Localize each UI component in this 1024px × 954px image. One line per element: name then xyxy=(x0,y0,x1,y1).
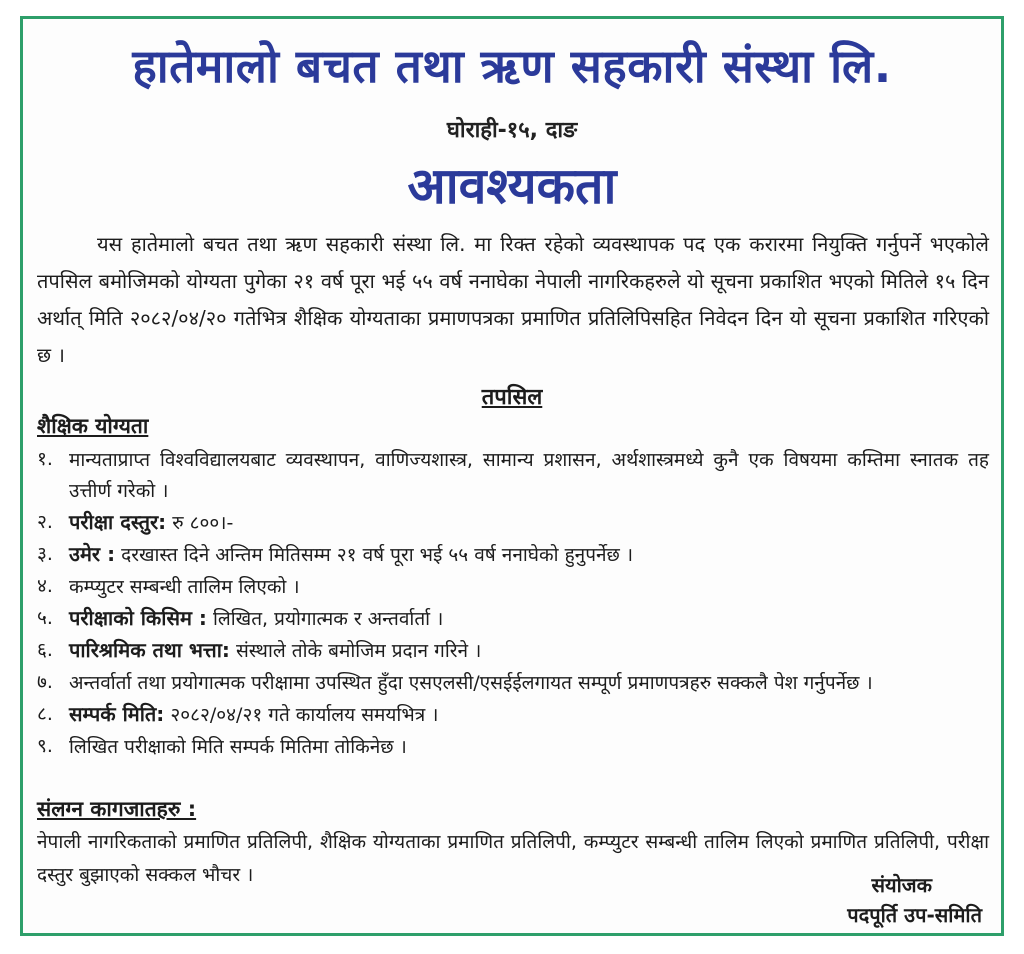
requirement-text: लिखित, प्रयोगात्मक र अन्तर्वार्ता । xyxy=(212,608,444,630)
requirement-item xyxy=(37,444,989,507)
requirement-text: रु ८००।- xyxy=(172,512,234,534)
requirement-item xyxy=(37,635,989,667)
requirement-label: सम्पर्क मिति: xyxy=(69,702,165,726)
attachments-text: नेपाली नागरिकताको प्रमाणित प्रतिलिपी, शैक्षिक योग्यताका प्रमाणित प्रतिलिपी, कम्प्युटर सम्बन्धी तालिम लिएको प्रमाणित प्रतिलिपी, परीक्षा दस्तुर बुझाएको सक्कल भौचर । xyxy=(37,831,989,886)
requirement-text: संस्थाले तोके बमोजिम प्रदान गरिने । xyxy=(235,640,482,662)
requirement-label: पारिश्रमिक तथा भत्ता: xyxy=(69,638,230,662)
requirement-text: दरखास्त दिने अन्तिम मितिसम्म २१ वर्ष पूरा भई ५५ वर्ष ननाघेको हुनुपर्नेछ । xyxy=(121,544,634,566)
organization-name: हातेमालो बचत तथा ऋण सहकारी संस्था लि. xyxy=(132,39,892,93)
requirement-number: ९. xyxy=(37,735,53,757)
requirement-number: ८. xyxy=(37,703,53,725)
requirements-list xyxy=(37,444,989,763)
signature-block xyxy=(847,870,982,930)
requirement-item xyxy=(37,699,989,731)
requirement-label: परीक्षाको किसिम : xyxy=(69,606,207,630)
requirement-item xyxy=(37,507,989,539)
details-heading: तपसिल xyxy=(481,385,543,410)
requirement-number: १. xyxy=(37,448,53,470)
requirement-text: कम्प्युटर सम्बन्धी तालिम लिएको । xyxy=(69,576,300,598)
requirement-item xyxy=(37,603,989,635)
intro-paragraph: यस हातेमालो बचत तथा ऋण सहकारी संस्था लि. मा रिक्त रहेको व्यवस्थापक पद एक करारमा नियुक्ति गर्नुपर्ने भएकोले तपसिल बमोजिमको योग्यता पुगेका २१ वर्ष पूरा भई ५५ वर्ष ननाघेका नेपाली नागरिकहरुले यो सूचना प्रकाशित भएको मितिले १५ दिन अर्थात् मिति २०८२/०४/२० गतेभित्र शैक्षिक योग्यताका प्रमाणपत्रका प्रमाणित प्रतिलिपिसहित निवेदन दिन यो सूचना प्रकाशित गरिएको छ । xyxy=(37,232,989,367)
requirement-number: २. xyxy=(37,511,53,533)
requirement-number: ५. xyxy=(37,607,53,629)
requirement-text: मान्यताप्राप्त विश्वविद्यालयबाट व्यवस्थापन, वाणिज्यशास्त्र, सामान्य प्रशासन, अर्थशास्त्रमध्ये कुनै एक विषयमा कम्तिमा स्नातक तह उत्तीर्ण गरेको । xyxy=(69,449,989,502)
requirement-text: अन्तर्वार्ता तथा प्रयोगात्मक परीक्षामा उपस्थित हुँदा एसएलसी/एसईईलगायत सम्पूर्ण प्रमाणपत्रहरु सक्कलै पेश गर्नुपर्नेछ । xyxy=(69,672,873,694)
requirement-item xyxy=(37,571,989,603)
requirement-number: ६. xyxy=(37,639,53,661)
requirement-item xyxy=(37,731,989,763)
requirement-label: परीक्षा दस्तुर: xyxy=(69,510,167,534)
requirement-text: लिखित परीक्षाको मिति सम्पर्क मितिमा तोकिनेछ । xyxy=(69,736,407,758)
requirement-item xyxy=(37,539,989,571)
qualification-heading: शैक्षिक योग्यता xyxy=(37,414,149,438)
signature-committee: पदपूर्ति उप-समिति xyxy=(847,903,982,927)
requirement-text: २०८२/०४/२१ गते कार्यालय समयभित्र । xyxy=(170,704,439,726)
attachments-heading: संलग्न कागजातहरु : xyxy=(37,797,197,821)
signature-title: संयोजक xyxy=(871,873,932,897)
requirement-number: ४. xyxy=(37,575,53,597)
requirement-number: ७. xyxy=(37,671,53,693)
requirement-item xyxy=(37,667,989,699)
organization-location: घोराही-१५, दाङ xyxy=(446,118,578,143)
requirement-number: ३. xyxy=(37,543,53,565)
notice-title: आवश्यकता xyxy=(407,157,617,215)
requirement-label: उमेर : xyxy=(69,542,116,566)
